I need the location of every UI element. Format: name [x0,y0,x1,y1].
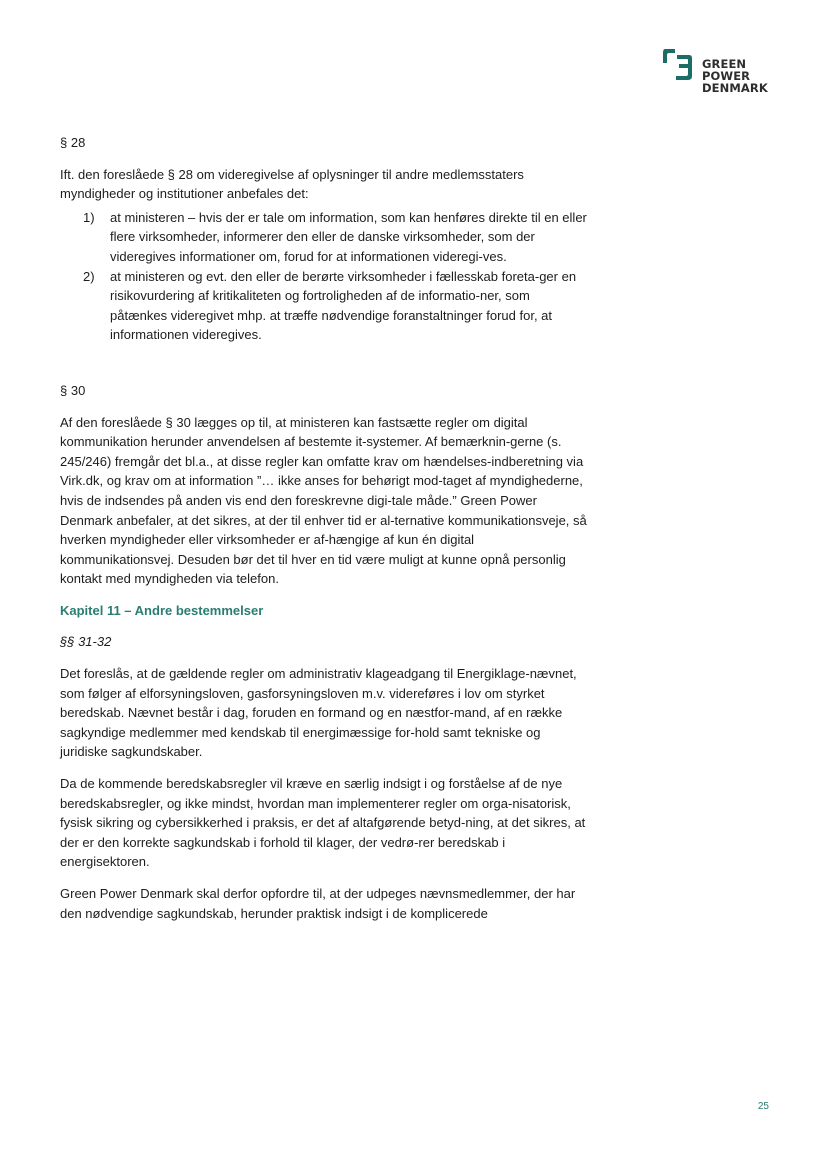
chapter-heading: Kapitel 11 – Andre bestemmelser [60,602,264,618]
section-28-heading: § 28 [60,135,86,150]
logo-line-2: POWER [702,69,751,83]
list-item [60,267,590,345]
list-item-text: at ministeren – hvis der er tale om information, som kan henføres direkte til en eller flere virksomheder, informerer den eller de danske virksomheder, som der videregives informationer om, forud for at informationen videregi-ves. [110,209,587,264]
list-item-text: at ministeren og evt. den eller de berørte virksomheder i fællesskab foreta-ger en risikovurdering af kritikaliteten og fortroligheden af de informatio-ner, som påtænkes videregivet mhp. at træffe nødvendige foranstaltninger forud for, at informationen videregives. [110,268,577,343]
section-31-paragraph-1: Det foreslås, at de gældende regler om administrativ klageadgang til Energiklage-nævnet, som følger af elforsyningsloven, gasforsyningsloven m.v. videreføres i lov om styrket beredskab. Nævnet består i dag, foruden en formand og en næstfor-mand, af en række sagkyndige medlemmer med kendskab til energimæssige for-hold samt tekniske og juridiske sagkundskaber. [60,666,577,760]
section-31-32-heading: §§ 31-32 [60,634,112,650]
logo-line-1: GREEN [702,57,747,71]
list-item [60,208,590,267]
section-28-list [60,208,590,345]
document-body [60,133,590,923]
page-number: 25 [757,1101,769,1112]
section-28-intro: Ift. den foreslåede § 28 om videregivelse af oplysninger til andre medlemsstaters myndigheder og institutioner anbefales det: [60,166,524,202]
section-31-paragraph-3: Green Power Denmark skal derfor opfordre til, at der udpeges nævnsmedlemmer, der har den nødvendige sagkundskab, herunder praktisk indsigt i de komplicerede [60,886,576,921]
logo-line-3: DENMARK [702,81,768,95]
green-power-denmark-logo-icon [659,46,695,82]
section-30-text: Af den foreslåede § 30 lægges op til, at ministeren kan fastsætte regler om digital kommunikation herunder anvendelsen af bestemte it-systemer. Af bemærknin-gerne (s. 245/246) fremgår det bl.a., at disse regler kan omfatte krav om hændelses-indberetning via Virk.dk, og krav om at information ”… ikke anses for behørigt mod-taget af myndighederne, hvis de indsendes på anden vis end den foreskrevne digi-tale måde.” Green Power Denmark anbefaler, at det sikres, at der til enhver tid er al-ternative kommunikationsveje, så hverken myndigheder eller virksomheder er af-hængige af kun én digital kommunikationsvej. Desuden bør det til hver en tid være muligt at kunne opnå personlig kontakt med myndigheden via telefon. [60,414,587,587]
list-item-number: 1) [83,209,95,225]
logo-wordmark [702,58,768,94]
brand-logo [659,46,774,98]
section-30-heading: § 30 [60,382,86,398]
list-item-number: 2) [83,268,95,284]
section-31-paragraph-2: Da de kommende beredskabsregler vil kræve en særlig indsigt i og forståelse af de nye beredskabsregler, og ikke mindst, hvordan man implementerer regler om orga-nisatorisk, fysisk sikring og cybersikkerhed i praksis, er det af altafgørende betyd-ning, at det sikres, at der er den korrekte sagkundskab i forhold til klager, der vedrø-rer beredskab i energisektoren. [60,776,586,870]
